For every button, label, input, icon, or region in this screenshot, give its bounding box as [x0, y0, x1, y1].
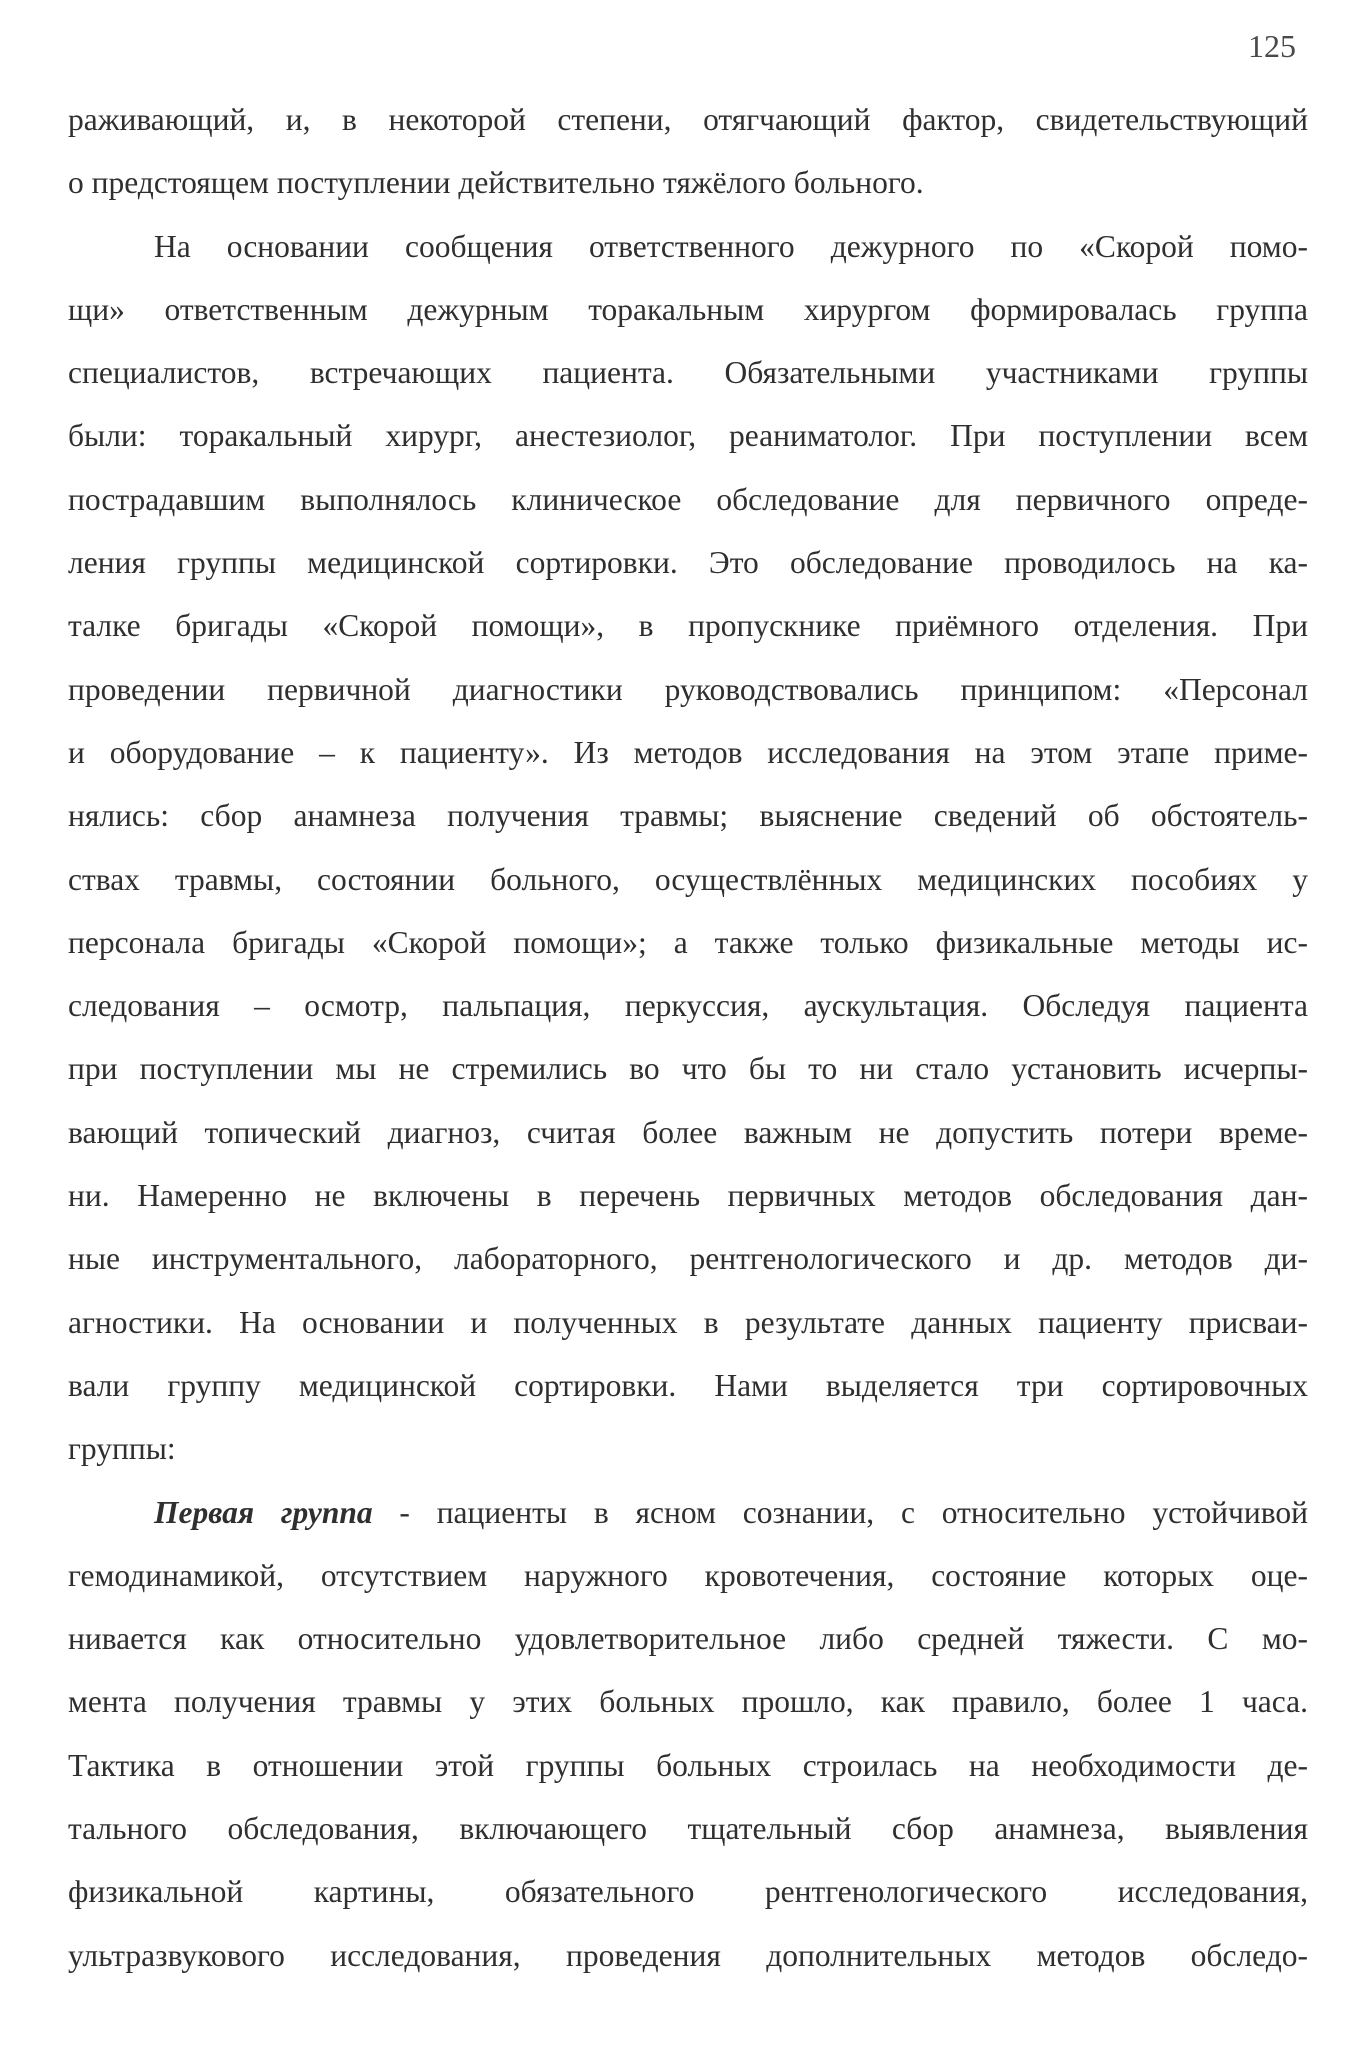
text-line: ные инструментального, лабораторного, рентгенологического и др. методов ди-: [68, 1241, 1308, 1277]
text-line: были: торакальный хирург, анестезиолог, реаниматолог. При поступлении всем: [68, 418, 1308, 454]
text-line: тального обследования, включающего тщательный сбор анамнеза, выявления: [68, 1811, 1308, 1847]
text-line: На основании сообщения ответственного дежурного по «Скорой помо-: [154, 228, 1308, 264]
text-line: агностики. На основании и полученных в результате данных пациенту присваи-: [68, 1304, 1308, 1340]
text-line: и оборудование – к пациенту». Из методов исследования на этом этапе приме-: [68, 734, 1308, 770]
text-line: талке бригады «Скорой помощи», в пропускнике приёмного отделения. При: [68, 608, 1308, 644]
text-line: раживающий, и, в некоторой степени, отягчающий фактор, свидетельствующий: [68, 102, 1308, 137]
text-line: физикальной картины, обязательного рентгенологического исследования,: [68, 1874, 1308, 1910]
text-line: ультразвукового исследования, проведения дополнительных методов обследо-: [68, 1937, 1308, 1973]
text-line: персонала бригады «Скорой помощи»; а также только физикальные методы ис-: [68, 924, 1308, 960]
text-line: о предстоящем поступлении действительно тяжёлого больного.: [68, 165, 924, 201]
text-line: пострадавшим выполнялось клиническое обследование для первичного опреде-: [68, 481, 1308, 517]
page-number: 125: [1248, 28, 1296, 64]
text-line: при поступлении мы не стремились во что бы то ни стало установить исчерпы-: [68, 1051, 1308, 1087]
text-line: [68, 1481, 1308, 1544]
term-first-group: Первая группа: [154, 1494, 373, 1530]
body-text: [68, 88, 1308, 1987]
text-line: щи» ответственным дежурным торакальным хирургом формировалась группа: [68, 291, 1308, 327]
text-line: ствах травмы, состоянии больного, осуществлённых медицинских пособиях у: [68, 861, 1308, 897]
text-line: следования – осмотр, пальпация, перкуссия, аускультация. Обследуя пациента: [68, 988, 1308, 1024]
text-line: мента получения травмы у этих больных прошло, как правило, более 1 часа.: [68, 1684, 1308, 1720]
text-line: вали группу медицинской сортировки. Нами выделяется три сортировочных: [68, 1367, 1308, 1403]
text-line: специалистов, встречающих пациента. Обязательными участниками группы: [68, 355, 1308, 391]
text-fragment: - пациенты в ясном сознании, с относительно устойчивой: [372, 1494, 1308, 1530]
text-line: вающий топический диагноз, считая более важным не допустить потери време-: [68, 1114, 1308, 1150]
paragraph-continuation: [68, 88, 1308, 215]
text-line: проведении первичной диагностики руководствовались принципом: «Персонал: [68, 671, 1308, 707]
text-line: ления группы медицинской сортировки. Это обследование проводилось на ка-: [68, 545, 1308, 581]
text-line: нялись: сбор анамнеза получения травмы; выяснение сведений об обстоятель-: [68, 798, 1308, 834]
text-line: группы:: [68, 1431, 176, 1467]
text-line: Тактика в отношении этой группы больных строилась на необходимости де-: [68, 1747, 1308, 1783]
text-line: гемодинамикой, отсутствием наружного кровотечения, состояние которых оце-: [68, 1557, 1308, 1593]
paragraph-first-group: [68, 1481, 1308, 1987]
paragraph-triage-procedure: [68, 215, 1308, 1481]
text-line: нивается как относительно удовлетворительное либо средней тяжести. С мо-: [68, 1621, 1308, 1657]
text-line: ни. Намеренно не включены в перечень первичных методов обследования дан-: [68, 1178, 1308, 1214]
